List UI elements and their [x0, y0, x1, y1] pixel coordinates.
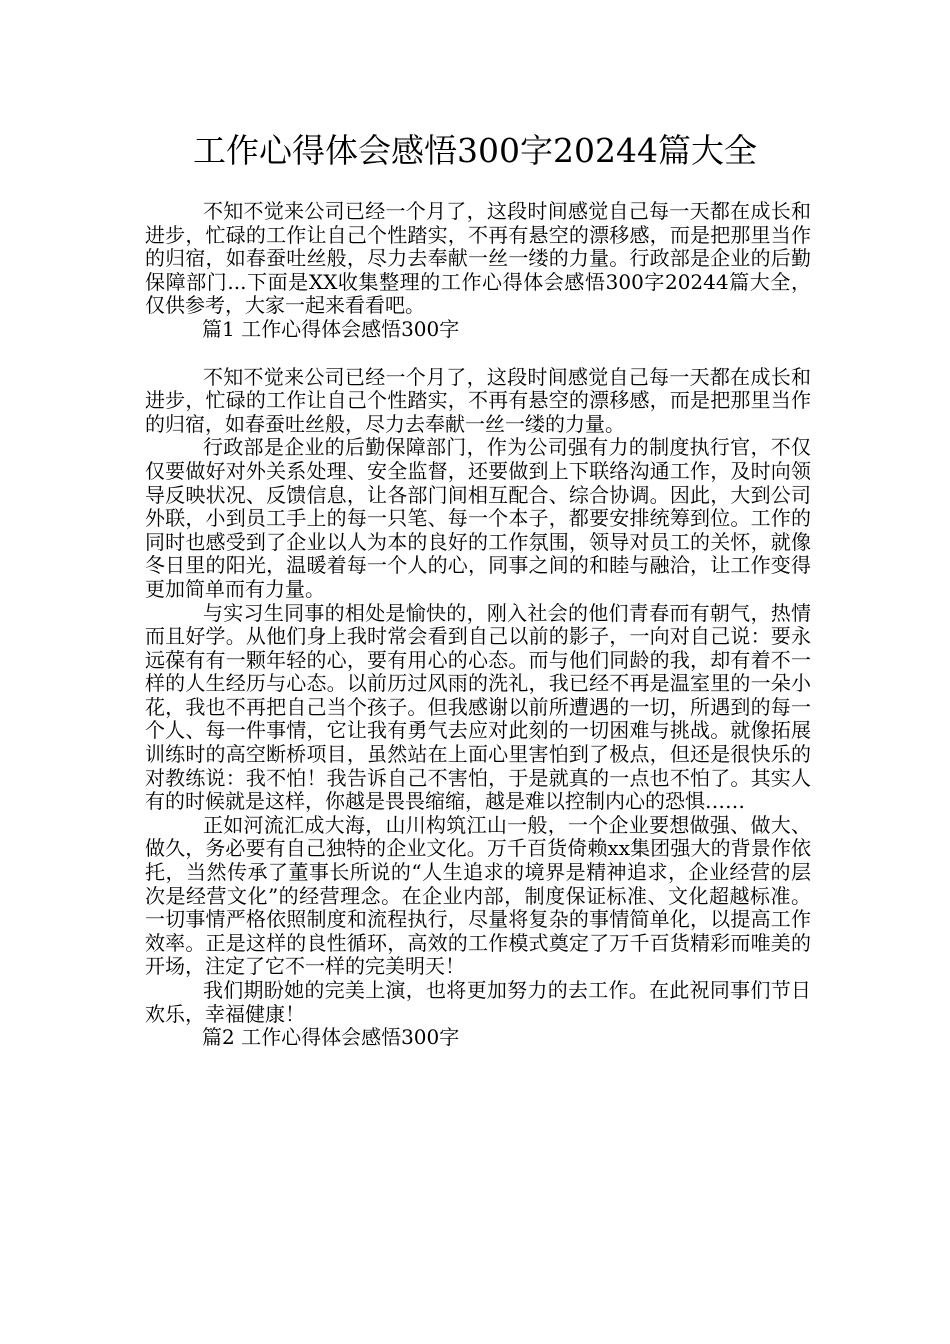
document-title: 工作心得体会感悟300字20244篇大全 — [193, 131, 757, 170]
body-paragraph: 与实习生同事的相处是愉快的，刚入社会的他们青春而有朝气，热情而且好学。从他们身上我时常会看到自己以前的影子，一向对自己说：要永远葆有有一颗年轻的心，要有用心的心态。而与他们同龄的我，却有着不一样的人生经历与心态。以前历过风雨的洗礼，我已经不再是温室里的一朵小花，我也不再把自己当个孩子。但我感谢以前所遭遇的一切，所遇到的每一个人、每一件事情，它让我有勇气去应对此刻的一切困难与挑战。就像拓展训练时的高空断桥项目，虽然站在上面心里害怕到了极点，但还是很快乐的对教练说：我不怕！我告诉自己不害怕，于是就真的一点也不怕了。其实人有的时候就是这样，你越是畏畏缩缩，越是难以控制内心的恐惧…… — [145, 600, 811, 814]
document-body — [145, 200, 811, 1050]
body-paragraph: 我们期盼她的完美上演，也将更加努力的去工作。在此祝同事们节日欢乐，幸福健康！ — [145, 978, 811, 1026]
blank-line — [145, 342, 811, 366]
section-1-heading: 篇1 工作心得体会感悟300字 — [202, 316, 460, 341]
body-paragraph: 正如河流汇成大海，山川构筑江山一般，一个企业要想做强、做大、做久，务必要有自己独特的企业文化。万千百货倚赖xx集团强大的背景作依托，当然传承了董事长所说的“人生追求的境界是精神追求，企业经营的层次是经营文化”的经营理念。在企业内部，制度保证标准、文化超越标准。一切事情严格依照制度和流程执行，尽量将复杂的事情简单化，以提高工作效率。正是这样的良性循环，高效的工作模式奠定了万千百货精彩而唯美的开场，注定了它不一样的完美明天！ — [145, 812, 811, 979]
body-paragraph: 行政部是企业的后勤保障部门，作为公司强有力的制度执行官，不仅仅要做好对外关系处理、安全监督，还要做到上下联络沟通工作，及时向领导反映状况、反馈信息，让各部门间相互配合、综合协调。因此，大到公司外联，小到员工手上的每一只笔、每一个本子，都要安排统筹到位。工作的同时也感受到了企业以人为本的良好的工作氛围，领导对员工的关怀，就像冬日里的阳光，温暖着每一个人的心，同事之间的和睦与融洽，让工作变得更加简单而有力量。 — [145, 435, 811, 601]
body-paragraph: 不知不觉来公司已经一个月了，这段时间感觉自己每一天都在成长和进步，忙碌的工作让自己个性踏实，不再有悬空的漂移感，而是把那里当作的归宿，如春蚕吐丝般，尽力去奉献一丝一缕的力量。 — [145, 364, 811, 436]
section-2-heading: 篇2 工作心得体会感悟300字 — [202, 1025, 460, 1050]
intro-paragraph: 不知不觉来公司已经一个月了，这段时间感觉自己每一天都在成长和进步，忙碌的工作让自己个性踏实，不再有悬空的漂移感，而是把那里当作的归宿，如春蚕吐丝般，尽力去奉献一丝一缕的力量。行政部是企业的后勤保障部门...下面是XX收集整理的工作心得体会感悟300字20244篇大全，仅供参考，大家一起来看看吧。 — [145, 199, 811, 318]
